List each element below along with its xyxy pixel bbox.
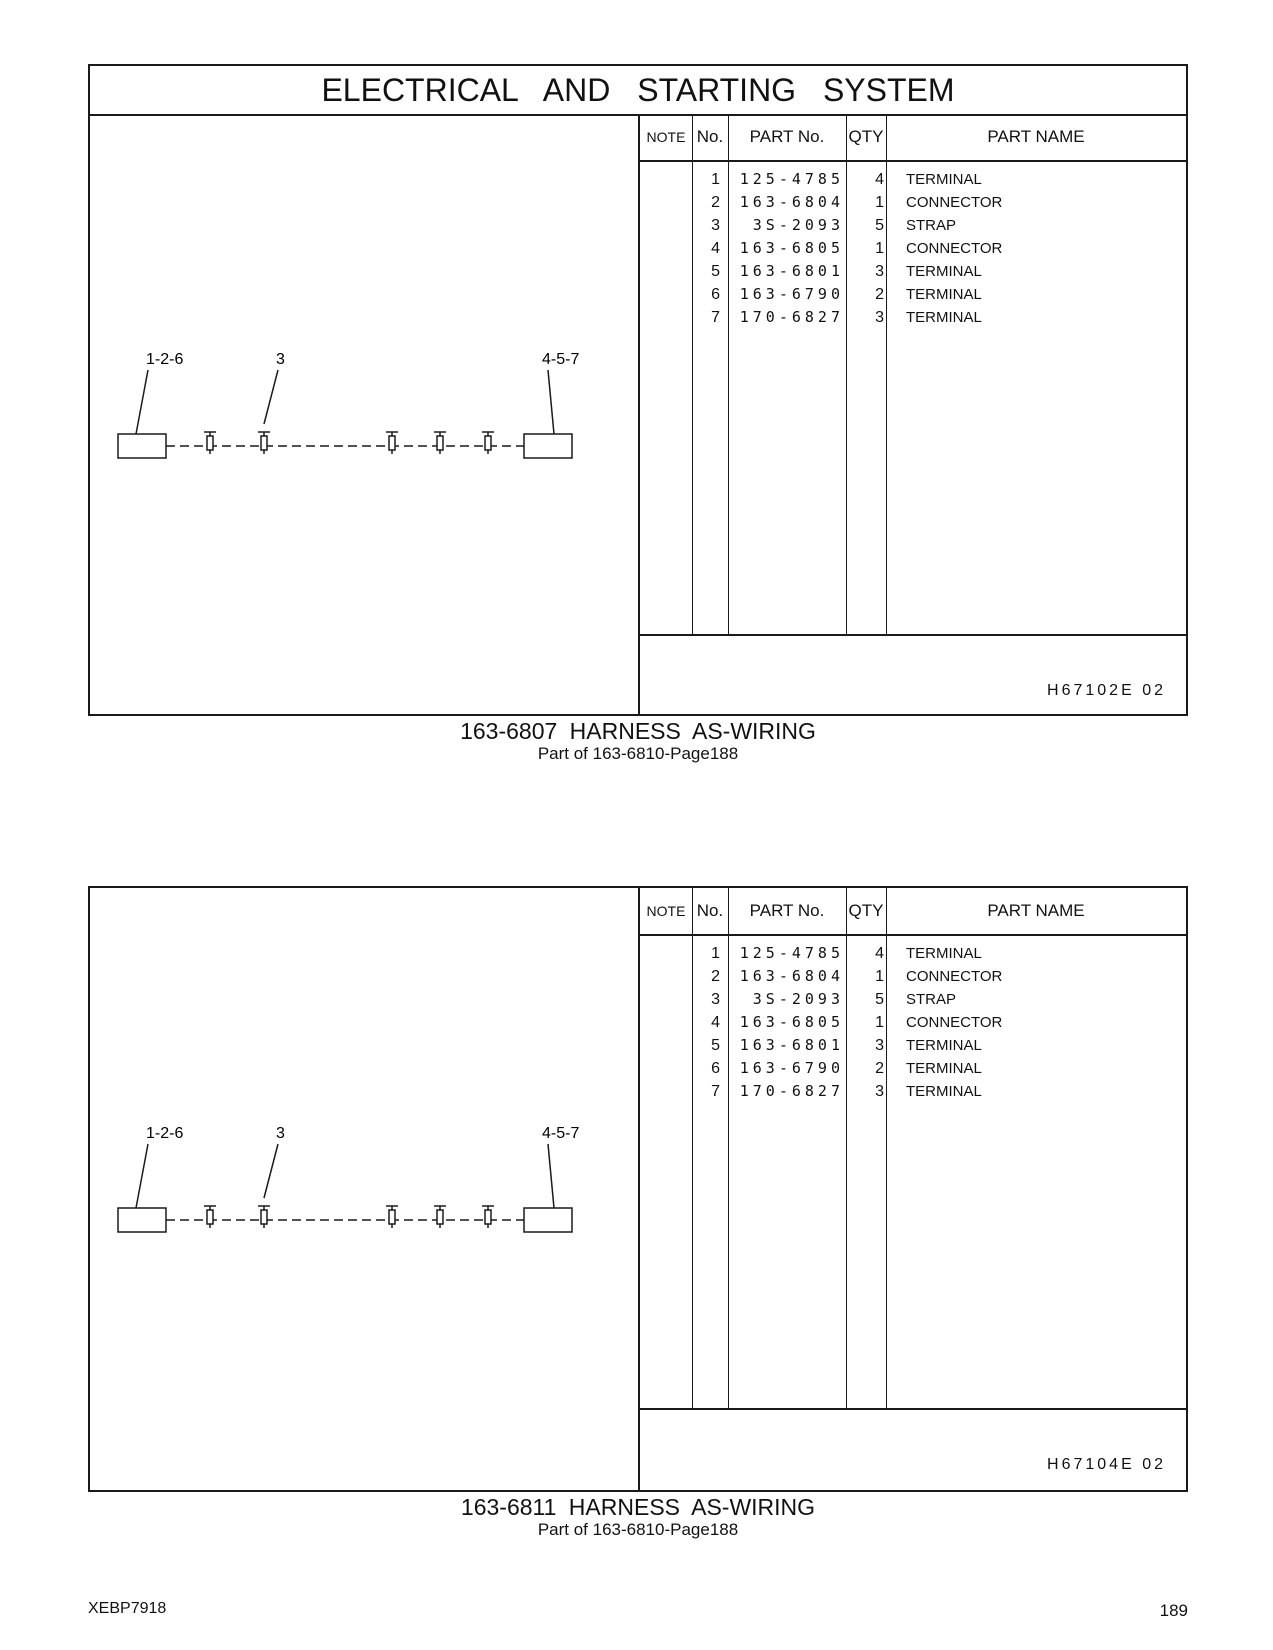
- part-name: TERMINAL: [906, 286, 982, 303]
- item-no: 2: [711, 194, 720, 211]
- strap-marker: [204, 432, 216, 454]
- part-name: TERMINAL: [906, 309, 982, 326]
- table-header: [640, 114, 1186, 162]
- harness-diagram: [90, 888, 636, 1488]
- table-row: [640, 1034, 1186, 1057]
- part-number: 163-6804: [739, 193, 844, 211]
- item-no: 3: [711, 217, 720, 234]
- quantity: 2: [875, 286, 884, 303]
- table-header: [640, 888, 1186, 936]
- part-number: 125-4785: [739, 944, 844, 962]
- item-no: 2: [711, 968, 720, 985]
- section-title: ELECTRICAL AND STARTING SYSTEM: [90, 66, 1186, 116]
- part-name: CONNECTOR: [906, 1014, 1003, 1031]
- table-row: [640, 942, 1186, 965]
- part-name: STRAP: [906, 217, 957, 234]
- header-part-no: PART No.: [749, 127, 825, 146]
- parts-table: [640, 888, 1186, 1490]
- item-no: 1: [711, 945, 720, 962]
- header-no: No.: [696, 901, 724, 920]
- harness-caption-top: [88, 718, 1188, 763]
- header-no: No.: [696, 127, 724, 146]
- item-no: 6: [711, 1060, 720, 1077]
- item-no: 4: [711, 240, 720, 257]
- quantity: 3: [875, 263, 884, 280]
- callout-label: 1-2-6: [146, 351, 184, 368]
- part-name: TERMINAL: [906, 1083, 982, 1100]
- table-row: [640, 306, 1186, 329]
- table-row: [640, 965, 1186, 988]
- part-name: CONNECTOR: [906, 968, 1003, 985]
- table-row: [640, 168, 1186, 191]
- parts-table: [640, 114, 1186, 714]
- strap-marker: [386, 432, 398, 454]
- harness-wire: [118, 1206, 572, 1232]
- item-no: 1: [711, 171, 720, 188]
- header-note: NOTE: [646, 129, 686, 145]
- wiring-diagram-area: [90, 114, 640, 714]
- wiring-diagram-area: [90, 888, 640, 1490]
- harness-subtitle: Part of 163-6810-Page188: [537, 744, 739, 763]
- connector-right: [524, 434, 572, 458]
- header-note: NOTE: [646, 903, 686, 919]
- part-number: 163-6801: [739, 1036, 844, 1054]
- strap-marker: [482, 1206, 494, 1228]
- leader-lines: [136, 370, 554, 434]
- part-number: 163-6805: [739, 1013, 844, 1031]
- callout-label: 4-5-7: [542, 1125, 580, 1142]
- part-number: 163-6790: [739, 1059, 844, 1077]
- strap-marker: [386, 1206, 398, 1228]
- part-number: 163-6801: [739, 262, 844, 280]
- harness-wire: [118, 432, 572, 458]
- quantity: 1: [875, 194, 884, 211]
- strap-marker: [482, 432, 494, 454]
- part-number: 170-6827: [739, 1082, 844, 1100]
- callout-label: 4-5-7: [542, 351, 580, 368]
- table-row: [640, 1011, 1186, 1034]
- quantity: 1: [875, 968, 884, 985]
- connector-left: [118, 1208, 166, 1232]
- part-number: 163-6805: [739, 239, 844, 257]
- part-name: TERMINAL: [906, 1060, 982, 1077]
- strap-marker: [258, 1206, 270, 1228]
- strap-marker: [434, 1206, 446, 1228]
- drawing-number: H67102E 02: [1047, 682, 1166, 699]
- part-number: 3S-2093: [752, 216, 844, 234]
- quantity: 4: [875, 171, 884, 188]
- connector-left: [118, 434, 166, 458]
- callout-label: 1-2-6: [146, 1125, 184, 1142]
- item-no: 6: [711, 286, 720, 303]
- quantity: 4: [875, 945, 884, 962]
- header-part-no: PART No.: [749, 901, 825, 920]
- quantity: 3: [875, 309, 884, 326]
- harness-subtitle: Part of 163-6810-Page188: [537, 1520, 739, 1539]
- item-no: 3: [711, 991, 720, 1008]
- item-no: 7: [711, 1083, 720, 1100]
- part-number: 163-6804: [739, 967, 844, 985]
- table-row: [640, 237, 1186, 260]
- harness-caption-bottom: [88, 1494, 1188, 1539]
- header-qty: QTY: [848, 901, 884, 920]
- part-number: 125-4785: [739, 170, 844, 188]
- parts-panel-bottom: [88, 886, 1188, 1492]
- table-row: [640, 283, 1186, 306]
- part-name: TERMINAL: [906, 945, 982, 962]
- part-name: TERMINAL: [906, 1037, 982, 1054]
- part-name: CONNECTOR: [906, 194, 1003, 211]
- quantity: 2: [875, 1060, 884, 1077]
- quantity: 5: [875, 991, 884, 1008]
- table-row: [640, 260, 1186, 283]
- header-part-name: PART NAME: [987, 127, 1085, 146]
- strap-marker: [434, 432, 446, 454]
- table-row: [640, 1057, 1186, 1080]
- strap-marker: [258, 432, 270, 454]
- harness-title: 163-6807 HARNESS AS-WIRING: [460, 718, 816, 744]
- table-row: [640, 988, 1186, 1011]
- table-row: [640, 191, 1186, 214]
- strap-marker: [204, 1206, 216, 1228]
- part-name: TERMINAL: [906, 263, 982, 280]
- quantity: 3: [875, 1037, 884, 1054]
- connector-right: [524, 1208, 572, 1232]
- quantity: 1: [875, 1014, 884, 1031]
- quantity: 1: [875, 240, 884, 257]
- harness-diagram: [90, 114, 636, 714]
- part-name: STRAP: [906, 991, 957, 1008]
- part-number: 163-6790: [739, 285, 844, 303]
- header-qty: QTY: [848, 127, 884, 146]
- item-no: 5: [711, 263, 720, 280]
- quantity: 5: [875, 217, 884, 234]
- part-number: 170-6827: [739, 308, 844, 326]
- item-no: 7: [711, 309, 720, 326]
- table-row: [640, 1080, 1186, 1103]
- drawing-number: H67104E 02: [1047, 1456, 1166, 1473]
- document-code: XEBP7918: [88, 1600, 167, 1617]
- leader-lines: [136, 1144, 554, 1208]
- parts-panel-top: [88, 64, 1188, 716]
- quantity: 3: [875, 1083, 884, 1100]
- item-no: 5: [711, 1037, 720, 1054]
- callout-label: 3: [276, 1125, 285, 1142]
- callout-label: 3: [276, 351, 285, 368]
- page-number: 189: [1159, 1601, 1188, 1620]
- part-number: 3S-2093: [752, 990, 844, 1008]
- item-no: 4: [711, 1014, 720, 1031]
- part-name: CONNECTOR: [906, 240, 1003, 257]
- harness-title: 163-6811 HARNESS AS-WIRING: [460, 1494, 816, 1520]
- header-part-name: PART NAME: [987, 901, 1085, 920]
- part-name: TERMINAL: [906, 171, 982, 188]
- table-row: [640, 214, 1186, 237]
